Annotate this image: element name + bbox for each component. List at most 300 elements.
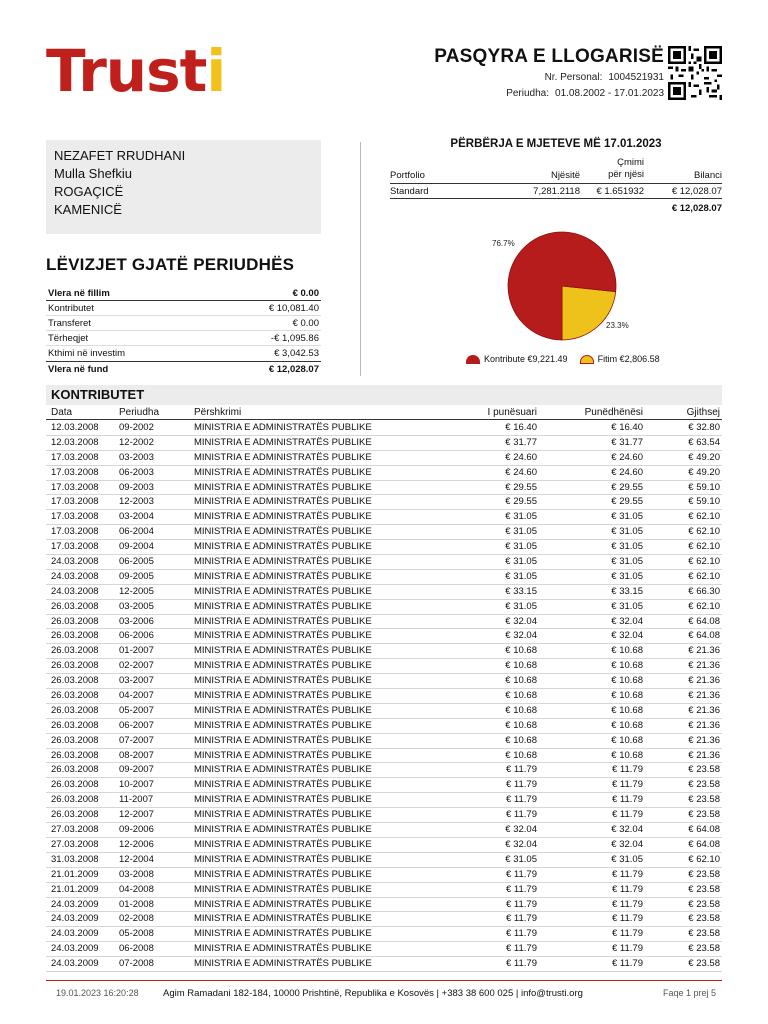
table-cell: 17.03.2008 (51, 541, 99, 553)
table-cell: MINISTRIA E ADMINISTRATËS PUBLIKE (194, 898, 372, 910)
table-cell: € 31.05 (505, 853, 537, 865)
table-row (46, 838, 722, 853)
table-cell: € 11.79 (506, 943, 537, 955)
table-cell: € 49.20 (688, 451, 720, 463)
table-cell: 05-2007 (119, 704, 154, 716)
table-cell: MINISTRIA E ADMINISTRATËS PUBLIKE (194, 749, 372, 761)
table-cell: € 29.55 (505, 496, 537, 508)
table-cell: MINISTRIA E ADMINISTRATËS PUBLIKE (194, 556, 372, 568)
table-cell: € 31.05 (611, 541, 643, 553)
table-cell: € 23.58 (688, 883, 720, 895)
table-cell: MINISTRIA E ADMINISTRATËS PUBLIKE (194, 600, 372, 612)
table-cell: € 23.58 (688, 779, 720, 791)
legend-swatch-fitim (580, 355, 594, 364)
table-cell: MINISTRIA E ADMINISTRATËS PUBLIKE (194, 481, 372, 493)
footer-page-number: Faqe 1 prej 5 (662, 988, 716, 998)
table-row (46, 719, 722, 734)
table-row (46, 898, 722, 913)
table-cell: 07-2007 (119, 734, 154, 746)
table-cell: 01-2008 (119, 898, 154, 910)
table-cell: € 10.68 (611, 749, 643, 761)
table-cell: 17.03.2008 (51, 481, 99, 493)
table-cell: € 31.05 (505, 600, 537, 612)
recipient-address (46, 140, 321, 234)
contributions-table (46, 421, 722, 972)
table-cell: € 21.36 (688, 690, 720, 702)
table-cell: MINISTRIA E ADMINISTRATËS PUBLIKE (194, 541, 372, 553)
table-cell: 12-2004 (119, 853, 154, 865)
table-cell: € 32.04 (505, 615, 537, 627)
table-cell: € 10.68 (505, 645, 537, 657)
table-cell: MINISTRIA E ADMINISTRATËS PUBLIKE (194, 570, 372, 582)
table-cell: € 11.79 (506, 898, 537, 910)
table-cell: € 23.58 (688, 913, 720, 925)
movement-row: Kontributet € 10,081.40 (48, 303, 319, 314)
table-cell: € 11.79 (506, 958, 537, 970)
table-cell: MINISTRIA E ADMINISTRATËS PUBLIKE (194, 943, 372, 955)
table-cell: € 11.79 (506, 809, 537, 821)
composition-table (390, 157, 722, 214)
table-cell: € 32.04 (611, 824, 643, 836)
table-cell: MINISTRIA E ADMINISTRATËS PUBLIKE (194, 422, 372, 433)
table-cell: € 29.55 (611, 496, 643, 508)
table-cell: € 66.30 (688, 585, 720, 597)
table-row (46, 436, 722, 451)
table-cell: MINISTRIA E ADMINISTRATËS PUBLIKE (194, 585, 372, 597)
table-cell: 12-2002 (119, 436, 154, 448)
movement-row: Tërheqjet -€ 1,095.86 (48, 333, 319, 344)
table-row (46, 481, 722, 496)
table-cell: MINISTRIA E ADMINISTRATËS PUBLIKE (194, 630, 372, 642)
pie-slice-fitim (562, 286, 616, 340)
table-cell: MINISTRIA E ADMINISTRATËS PUBLIKE (194, 451, 372, 463)
table-cell: € 21.36 (688, 645, 720, 657)
table-cell: 06-2005 (119, 556, 154, 568)
table-cell: 09-2007 (119, 764, 154, 776)
table-row (46, 466, 722, 481)
table-cell: MINISTRIA E ADMINISTRATËS PUBLIKE (194, 764, 372, 776)
table-row (46, 555, 722, 570)
table-cell: € 31.05 (505, 526, 537, 538)
table-cell: € 62.10 (688, 570, 720, 582)
personal-number: Nr. Personal: 1004521931 (544, 72, 664, 83)
table-cell: MINISTRIA E ADMINISTRATËS PUBLIKE (194, 704, 372, 716)
table-cell: € 31.05 (611, 511, 643, 523)
table-cell: 24.03.2009 (51, 928, 99, 940)
table-cell: € 10.68 (611, 719, 643, 731)
table-cell: € 21.36 (688, 749, 720, 761)
table-cell: MINISTRIA E ADMINISTRATËS PUBLIKE (194, 794, 372, 806)
table-cell: € 10.68 (611, 645, 643, 657)
table-cell: 27.03.2008 (51, 824, 99, 836)
statement-title: PASQYRA E LLOGARISË (434, 46, 664, 67)
legend-swatch-kontribute (466, 355, 480, 364)
table-row (46, 674, 722, 689)
table-cell: € 31.05 (611, 853, 643, 865)
table-row (46, 421, 722, 436)
table-cell: € 32.04 (611, 838, 643, 850)
table-cell: 26.03.2008 (51, 704, 99, 716)
table-cell: € 10.68 (505, 675, 537, 687)
table-cell: 05-2008 (119, 928, 154, 940)
table-cell: MINISTRIA E ADMINISTRATËS PUBLIKE (194, 853, 372, 865)
table-cell: 26.03.2008 (51, 719, 99, 731)
table-cell: € 10.68 (505, 749, 537, 761)
table-cell: € 11.79 (612, 943, 643, 955)
table-cell: 06-2008 (119, 943, 154, 955)
table-cell: 09-2002 (119, 422, 154, 433)
table-cell: MINISTRIA E ADMINISTRATËS PUBLIKE (194, 615, 372, 627)
table-cell: MINISTRIA E ADMINISTRATËS PUBLIKE (194, 883, 372, 895)
table-cell: € 10.68 (505, 734, 537, 746)
table-cell: € 24.60 (611, 451, 643, 463)
table-row (46, 689, 722, 704)
table-cell: 07-2008 (119, 958, 154, 970)
table-cell: 24.03.2008 (51, 570, 99, 582)
pie-legend (466, 354, 660, 364)
table-cell: € 11.79 (612, 764, 643, 776)
table-cell: € 31.05 (611, 526, 643, 538)
table-cell: MINISTRIA E ADMINISTRATËS PUBLIKE (194, 660, 372, 672)
table-cell: 17.03.2008 (51, 511, 99, 523)
table-cell: € 10.68 (505, 660, 537, 672)
table-row (46, 644, 722, 659)
contributions-title: KONTRIBUTET (51, 387, 145, 402)
recipient-municipality: KAMENICË (54, 202, 122, 217)
table-cell: € 31.05 (505, 511, 537, 523)
table-row (46, 629, 722, 644)
table-cell: 24.03.2008 (51, 556, 99, 568)
table-cell: € 32.04 (611, 630, 643, 642)
table-cell: 10-2007 (119, 779, 154, 791)
table-row (46, 927, 722, 942)
table-cell: € 62.10 (688, 600, 720, 612)
table-cell: € 11.79 (612, 898, 643, 910)
table-cell: MINISTRIA E ADMINISTRATËS PUBLIKE (194, 868, 372, 880)
table-cell: € 16.40 (505, 422, 537, 433)
table-cell: MINISTRIA E ADMINISTRATËS PUBLIKE (194, 496, 372, 508)
table-cell: € 23.58 (688, 868, 720, 880)
table-row (46, 570, 722, 585)
table-cell: € 24.60 (505, 466, 537, 478)
table-cell: 26.03.2008 (51, 675, 99, 687)
table-row (46, 704, 722, 719)
table-cell: MINISTRIA E ADMINISTRATËS PUBLIKE (194, 809, 372, 821)
table-row (46, 451, 722, 466)
pie-label-kontribute: 76.7% (492, 239, 515, 248)
table-cell: 26.03.2008 (51, 630, 99, 642)
table-row (46, 510, 722, 525)
table-row (46, 734, 722, 749)
contributions-title-bar (46, 385, 722, 405)
table-cell: 11-2007 (119, 794, 154, 806)
table-cell: 26.03.2008 (51, 734, 99, 746)
table-cell: € 49.20 (688, 466, 720, 478)
table-row (46, 659, 722, 674)
table-row (46, 883, 722, 898)
table-row (46, 540, 722, 555)
table-cell: 02-2007 (119, 660, 154, 672)
table-cell: € 10.68 (505, 719, 537, 731)
table-cell: 21.01.2009 (51, 883, 99, 895)
movements-title: LËVIZJET GJATË PERIUDHËS (46, 255, 295, 274)
recipient-street: Mulla Shefkiu (54, 166, 133, 181)
table-cell: € 10.68 (611, 734, 643, 746)
table-cell: 06-2007 (119, 719, 154, 731)
table-cell: 24.03.2009 (51, 898, 99, 910)
table-cell: 03-2006 (119, 615, 154, 627)
table-cell: € 11.79 (612, 958, 643, 970)
table-row (46, 942, 722, 957)
table-cell: € 62.10 (688, 556, 720, 568)
table-row (46, 600, 722, 615)
table-cell: € 31.05 (611, 556, 643, 568)
movement-row: Transferet € 0.00 (48, 318, 319, 329)
table-cell: € 11.79 (612, 779, 643, 791)
table-cell: 26.03.2008 (51, 600, 99, 612)
table-cell: MINISTRIA E ADMINISTRATËS PUBLIKE (194, 526, 372, 538)
table-row (46, 778, 722, 793)
table-cell: € 24.60 (505, 451, 537, 463)
table-cell: € 62.10 (688, 526, 720, 538)
table-cell: € 11.79 (612, 928, 643, 940)
table-cell: 26.03.2008 (51, 645, 99, 657)
table-cell: 12-2007 (119, 809, 154, 821)
table-cell: 26.03.2008 (51, 615, 99, 627)
table-cell: € 21.36 (688, 704, 720, 716)
table-cell: 26.03.2008 (51, 794, 99, 806)
table-cell: € 11.79 (506, 794, 537, 806)
table-cell: € 31.05 (505, 570, 537, 582)
table-cell: € 32.04 (505, 630, 537, 642)
table-cell: € 31.05 (505, 556, 537, 568)
table-row (46, 749, 722, 764)
table-cell: € 32.04 (505, 838, 537, 850)
movement-row: Vlera në fillim € 0.00 (48, 288, 319, 299)
legend-fitim: Fitim €2,806.58 (597, 354, 660, 364)
table-cell: 12-2003 (119, 496, 154, 508)
table-cell: € 10.68 (505, 690, 537, 702)
table-cell: MINISTRIA E ADMINISTRATËS PUBLIKE (194, 645, 372, 657)
table-cell: MINISTRIA E ADMINISTRATËS PUBLIKE (194, 958, 372, 970)
table-cell: 27.03.2008 (51, 838, 99, 850)
table-cell: MINISTRIA E ADMINISTRATËS PUBLIKE (194, 675, 372, 687)
table-cell: € 62.10 (688, 541, 720, 553)
table-cell: 31.03.2008 (51, 853, 99, 865)
table-cell: € 11.79 (612, 913, 643, 925)
qr-code-icon (668, 46, 722, 100)
table-cell: MINISTRIA E ADMINISTRATËS PUBLIKE (194, 511, 372, 523)
movement-row: Kthimi në investim € 3,042.53 (48, 348, 319, 359)
footer-divider (46, 980, 722, 981)
table-cell: MINISTRIA E ADMINISTRATËS PUBLIKE (194, 719, 372, 731)
table-cell: 17.03.2008 (51, 526, 99, 538)
table-cell: € 11.79 (612, 868, 643, 880)
statement-period: Periudha: 01.08.2002 - 17.01.2023 (506, 88, 664, 99)
table-cell: € 64.08 (688, 838, 720, 850)
table-cell: 26.03.2008 (51, 809, 99, 821)
table-cell: € 29.55 (505, 481, 537, 493)
table-cell: € 62.10 (688, 511, 720, 523)
table-cell: MINISTRIA E ADMINISTRATËS PUBLIKE (194, 436, 372, 448)
composition-total: € 12,028.07 (671, 203, 722, 214)
table-cell: 03-2004 (119, 511, 154, 523)
table-cell: € 23.58 (688, 928, 720, 940)
table-cell: MINISTRIA E ADMINISTRATËS PUBLIKE (194, 466, 372, 478)
table-cell: MINISTRIA E ADMINISTRATËS PUBLIKE (194, 824, 372, 836)
table-cell: 08-2007 (119, 749, 154, 761)
table-cell: € 23.58 (688, 898, 720, 910)
table-cell: € 11.79 (612, 794, 643, 806)
table-cell: MINISTRIA E ADMINISTRATËS PUBLIKE (194, 734, 372, 746)
table-cell: 12.03.2008 (51, 422, 99, 433)
table-cell: € 23.58 (688, 809, 720, 821)
table-cell: 12-2006 (119, 838, 154, 850)
table-cell: € 23.58 (688, 764, 720, 776)
table-cell: € 23.58 (688, 958, 720, 970)
table-cell: 24.03.2009 (51, 958, 99, 970)
composition-row: Standard 7,281.2118 € 1.651932 € 12,028.07 (390, 186, 722, 197)
legend-kontribute: Kontribute €9,221.49 (484, 354, 568, 364)
table-cell: € 11.79 (506, 868, 537, 880)
table-cell: € 31.77 (611, 436, 643, 448)
table-cell: € 23.58 (688, 794, 720, 806)
table-cell: 21.01.2009 (51, 868, 99, 880)
table-row (46, 615, 722, 630)
table-cell: 04-2008 (119, 883, 154, 895)
table-cell: 24.03.2009 (51, 943, 99, 955)
table-cell: € 64.08 (688, 824, 720, 836)
table-cell: 17.03.2008 (51, 451, 99, 463)
table-cell: € 23.58 (688, 943, 720, 955)
table-cell: € 10.68 (611, 704, 643, 716)
table-cell: € 29.55 (611, 481, 643, 493)
table-cell: € 10.68 (611, 675, 643, 687)
table-cell: 12-2005 (119, 585, 154, 597)
pie-label-fitim: 23.3% (606, 321, 629, 330)
table-cell: 26.03.2008 (51, 779, 99, 791)
table-row (46, 763, 722, 778)
table-cell: 03-2005 (119, 600, 154, 612)
table-cell: € 32.04 (505, 824, 537, 836)
composition-title: PËRBËRJA E MJETEVE MË 17.01.2023 (450, 138, 662, 150)
table-cell: € 11.79 (506, 913, 537, 925)
table-cell: 09-2005 (119, 570, 154, 582)
table-cell: € 11.79 (612, 883, 643, 895)
movements-table (46, 286, 321, 376)
table-row (46, 808, 722, 823)
table-cell: 09-2006 (119, 824, 154, 836)
table-cell: 02-2008 (119, 913, 154, 925)
table-cell: € 21.36 (688, 719, 720, 731)
table-cell: € 31.05 (611, 570, 643, 582)
footer-contact: Agim Ramadani 182-184, 10000 Prishtinë, Republika e Kosovës | +383 38 600 025 | info@trusti.org (163, 988, 583, 999)
table-cell: 26.03.2008 (51, 764, 99, 776)
contributions-header: Data Periudha Përshkrimi I punësuari Punëdhënësi Gjithsej (46, 405, 722, 420)
movement-row-total: Vlera në fund € 12,028.07 (46, 361, 321, 376)
table-cell: € 24.60 (611, 466, 643, 478)
table-cell: 04-2007 (119, 690, 154, 702)
table-cell: 17.03.2008 (51, 466, 99, 478)
table-cell: 26.03.2008 (51, 749, 99, 761)
table-cell: 09-2004 (119, 541, 154, 553)
table-cell: € 59.10 (688, 496, 720, 508)
table-cell: € 62.10 (688, 853, 720, 865)
table-cell: 06-2003 (119, 466, 154, 478)
table-cell: € 21.36 (688, 734, 720, 746)
table-row (46, 525, 722, 540)
table-cell: € 64.08 (688, 615, 720, 627)
table-cell: € 31.05 (505, 541, 537, 553)
table-cell: € 11.79 (506, 779, 537, 791)
table-cell: € 10.68 (611, 690, 643, 702)
table-row (46, 793, 722, 808)
table-row (46, 912, 722, 927)
table-cell: € 64.08 (688, 630, 720, 642)
table-cell: 24.03.2009 (51, 913, 99, 925)
footer-timestamp: 19.01.2023 16:20:28 (56, 988, 139, 998)
table-row (46, 495, 722, 510)
table-cell: € 33.15 (505, 585, 537, 597)
table-cell: 17.03.2008 (51, 496, 99, 508)
table-cell: € 11.79 (506, 883, 537, 895)
recipient-name: NEZAFET RRUDHANI (54, 148, 186, 163)
table-cell: € 32.04 (611, 615, 643, 627)
table-cell: 03-2007 (119, 675, 154, 687)
table-cell: € 33.15 (611, 585, 643, 597)
table-cell: € 11.79 (506, 764, 537, 776)
table-cell: € 31.05 (611, 600, 643, 612)
table-cell: € 63.54 (688, 436, 720, 448)
table-row (46, 868, 722, 883)
recipient-village: ROGAÇICË (54, 184, 124, 199)
table-cell: 24.03.2008 (51, 585, 99, 597)
table-cell: € 21.36 (688, 660, 720, 672)
table-cell: 06-2004 (119, 526, 154, 538)
table-cell: € 59.10 (688, 481, 720, 493)
table-row (46, 957, 722, 972)
table-cell: € 31.77 (505, 436, 537, 448)
table-cell: 26.03.2008 (51, 660, 99, 672)
table-cell: € 16.40 (611, 422, 643, 433)
table-cell: 12.03.2008 (51, 436, 99, 448)
table-cell: € 10.68 (505, 704, 537, 716)
table-cell: 26.03.2008 (51, 690, 99, 702)
table-row (46, 585, 722, 600)
table-cell: € 10.68 (611, 660, 643, 672)
table-cell: € 32.80 (688, 422, 720, 433)
table-cell: MINISTRIA E ADMINISTRATËS PUBLIKE (194, 913, 372, 925)
table-row (46, 823, 722, 838)
table-cell: MINISTRIA E ADMINISTRATËS PUBLIKE (194, 838, 372, 850)
portfolio-pie-chart (440, 228, 680, 370)
table-cell: € 11.79 (506, 928, 537, 940)
table-cell: 06-2006 (119, 630, 154, 642)
table-cell: 03-2008 (119, 868, 154, 880)
table-cell: € 11.79 (612, 809, 643, 821)
table-cell: 01-2007 (119, 645, 154, 657)
table-cell: 09-2003 (119, 481, 154, 493)
table-cell: € 21.36 (688, 675, 720, 687)
column-divider (360, 142, 361, 376)
table-cell: MINISTRIA E ADMINISTRATËS PUBLIKE (194, 690, 372, 702)
table-row (46, 853, 722, 868)
table-cell: 03-2003 (119, 451, 154, 463)
table-cell: MINISTRIA E ADMINISTRATËS PUBLIKE (194, 779, 372, 791)
table-cell: MINISTRIA E ADMINISTRATËS PUBLIKE (194, 928, 372, 940)
trusti-logo: Trusti (46, 37, 226, 105)
composition-header: Portfolio Njësitë Çmimi për njësi Bilanci (390, 157, 722, 184)
